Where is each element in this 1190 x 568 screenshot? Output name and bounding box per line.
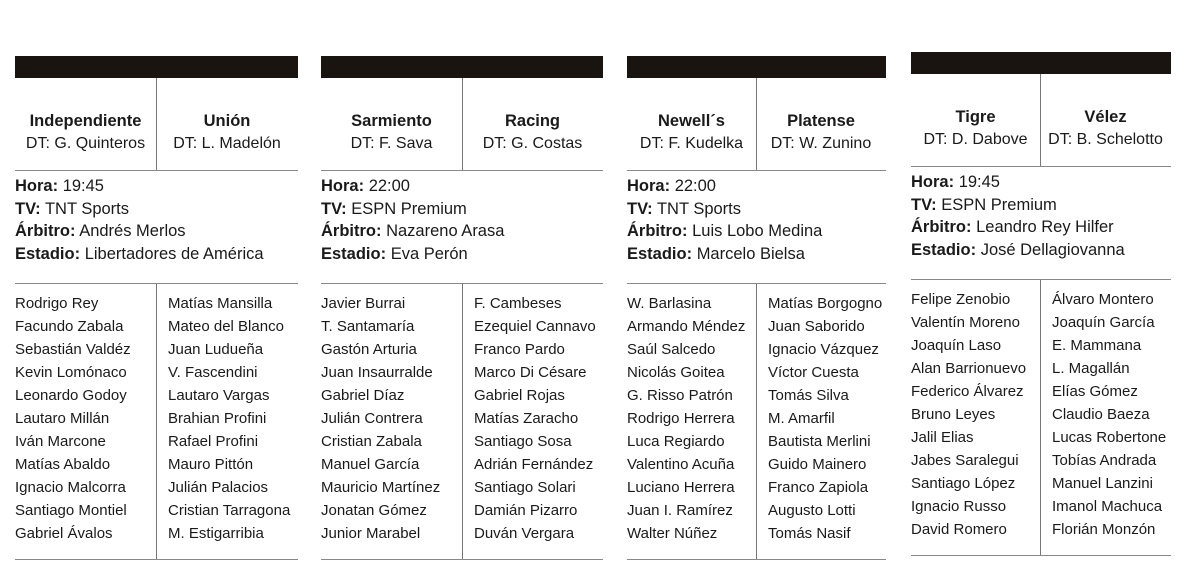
player-name: Juan Saborido: [768, 318, 865, 335]
match-info: [627, 171, 886, 283]
player-name: Santiago Montiel: [15, 502, 127, 519]
lineup-divider: [1040, 280, 1041, 555]
home-team-coach: DT: F. Kudelka: [639, 135, 744, 152]
player-name: David Romero: [911, 521, 1007, 538]
player-name: Rodrigo Herrera: [627, 410, 735, 427]
home-team-name: Sarmiento: [351, 112, 432, 130]
hora-label: Hora:: [321, 177, 365, 195]
away-team-coach: DT: G. Costas: [482, 135, 583, 152]
player-name: Jabes Saralegui: [911, 452, 1019, 469]
player-name: Ignacio Malcorra: [15, 479, 126, 496]
tv-value: TNT Sports: [44, 199, 130, 218]
player-name: W. Barlasina: [627, 295, 712, 312]
match-panel: [15, 56, 298, 560]
match-panel: [911, 52, 1171, 556]
player-name: Cristian Tarragona: [168, 502, 291, 519]
player-name: Joaquín Laso: [911, 337, 1002, 354]
player-name: Matías Mansilla: [168, 295, 273, 312]
player-name: Jalil Elias: [911, 429, 974, 446]
panel-header-bar: [627, 56, 886, 78]
estadio-label: Estadio:: [321, 244, 387, 263]
lineups: [15, 284, 298, 559]
player-name: Cristian Zabala: [321, 433, 422, 450]
estadio-line: [627, 243, 886, 266]
player-name: Rodrigo Rey: [15, 295, 99, 312]
estadio-value: Marcelo Bielsa: [696, 244, 805, 263]
player-name: Lucas Robertone: [1052, 429, 1167, 446]
hora-value: 19:45: [958, 173, 1000, 191]
player-name: Joaquín García: [1052, 314, 1155, 331]
player-name: Mauricio Martínez: [321, 479, 441, 496]
player-name: Javier Burrai: [321, 295, 406, 312]
player-name: Lautaro Millán: [15, 410, 110, 427]
player-name: Saúl Salcedo: [627, 341, 716, 358]
player-name: Iván Marcone: [15, 433, 106, 450]
player-name: Tomás Silva: [768, 387, 849, 404]
player-name: Santiago Sosa: [474, 433, 572, 450]
player-name: L. Magallán: [1052, 360, 1130, 377]
player-name: Manuel García: [321, 456, 420, 473]
player-name: Julián Palacios: [168, 479, 269, 496]
tv-line: [911, 194, 1171, 217]
hora-line: [321, 175, 603, 198]
away-lineup: [474, 292, 596, 545]
away-team-name: Unión: [203, 112, 251, 130]
hora-value: 19:45: [62, 177, 104, 195]
player-name: Florián Monzón: [1052, 521, 1156, 538]
lineups: [627, 284, 886, 559]
arbitro-label: Árbitro:: [321, 222, 382, 240]
match-info: [911, 167, 1171, 279]
away-lineup: [1052, 288, 1166, 541]
teams-row: [627, 78, 886, 170]
player-name: V. Fascendini: [168, 364, 258, 381]
tv-value: ESPN Premium: [351, 199, 467, 218]
arbitro-label: Árbitro:: [627, 222, 688, 240]
bottom-divider: [15, 559, 298, 560]
estadio-label: Estadio:: [911, 240, 977, 259]
player-name: Guido Mainero: [768, 456, 867, 473]
hora-line: [911, 171, 1171, 194]
player-name: Gastón Arturia: [321, 341, 417, 358]
tv-value: TNT Sports: [656, 199, 742, 218]
player-name: Sebastián Valdéz: [15, 341, 131, 358]
player-name: Matías Abaldo: [15, 456, 111, 473]
away-team-coach: DT: L. Madelón: [173, 135, 281, 152]
player-name: Julián Contrera: [321, 410, 423, 427]
player-name: Brahian Profini: [168, 410, 267, 427]
arbitro-value: Nazareno Arasa: [386, 222, 505, 240]
home-team-name: Independiente: [29, 112, 142, 130]
player-name: F. Cambeses: [474, 295, 562, 312]
arbitro-label: Árbitro:: [911, 218, 972, 236]
estadio-label: Estadio:: [15, 244, 81, 263]
away-team: [156, 78, 298, 170]
lineup-divider: [156, 284, 157, 559]
player-name: Federico Álvarez: [911, 383, 1024, 400]
player-name: Víctor Cuesta: [768, 364, 859, 381]
hora-line: [627, 175, 886, 198]
player-name: Rafael Profini: [168, 433, 259, 450]
tv-label: TV:: [15, 199, 41, 218]
home-team-name: Tigre: [955, 108, 996, 126]
home-team: [911, 74, 1040, 166]
tv-line: [321, 198, 603, 221]
panel-header-bar: [911, 52, 1171, 74]
player-name: Claudio Baeza: [1052, 406, 1150, 423]
player-name: Santiago López: [911, 475, 1016, 492]
player-name: Juan Ludueña: [168, 341, 264, 358]
player-name: Nicolás Goitea: [627, 364, 725, 381]
tv-label: TV:: [321, 199, 347, 218]
player-name: Tomás Nasif: [768, 525, 851, 542]
home-team: [627, 78, 756, 170]
arbitro-line: [321, 220, 603, 243]
match-panel: [321, 56, 603, 560]
player-name: G. Risso Patrón: [627, 387, 733, 404]
estadio-value: Libertadores de América: [84, 244, 264, 263]
player-name: Kevin Lomónaco: [15, 364, 127, 381]
player-name: Adrián Fernández: [474, 456, 594, 473]
home-lineup: [321, 292, 440, 545]
match-info: [321, 171, 603, 283]
panel-header-bar: [15, 56, 298, 78]
player-name: Junior Marabel: [321, 525, 421, 542]
away-lineup: [168, 292, 290, 545]
hora-label: Hora:: [627, 177, 671, 195]
tv-value: ESPN Premium: [941, 195, 1057, 214]
player-name: Mateo del Blanco: [168, 318, 284, 335]
arbitro-line: [627, 220, 886, 243]
bottom-divider: [321, 559, 603, 560]
tv-label: TV:: [627, 199, 653, 218]
lineup-divider: [462, 284, 463, 559]
home-team: [321, 78, 462, 170]
hora-value: 22:00: [674, 177, 716, 195]
player-name: Jonatan Gómez: [321, 502, 427, 519]
player-name: Damián Pizarro: [474, 502, 578, 519]
estadio-line: [15, 243, 298, 266]
hora-label: Hora:: [911, 173, 955, 191]
player-name: Matías Zaracho: [474, 410, 579, 427]
player-name: Álvaro Montero: [1052, 291, 1154, 308]
away-team-name: Vélez: [1084, 108, 1127, 126]
player-name: Walter Núñez: [627, 525, 718, 542]
estadio-value: José Dellagiovanna: [980, 240, 1125, 259]
player-name: Santiago Solari: [474, 479, 576, 496]
hora-label: Hora:: [15, 177, 59, 195]
player-name: Juan I. Ramírez: [627, 502, 733, 519]
panel-header-bar: [321, 56, 603, 78]
player-name: Duván Vergara: [474, 525, 575, 542]
player-name: Luciano Herrera: [627, 479, 735, 496]
player-name: Leonardo Godoy: [15, 387, 127, 404]
away-team: [462, 78, 603, 170]
teams-row: [15, 78, 298, 170]
estadio-label: Estadio:: [627, 244, 693, 263]
home-team-coach: DT: D. Dabove: [923, 131, 1028, 148]
player-name: Bautista Merlini: [768, 433, 871, 450]
estadio-line: [321, 243, 603, 266]
tv-line: [15, 198, 298, 221]
player-name: Valentín Moreno: [911, 314, 1020, 331]
player-name: Franco Zapiola: [768, 479, 869, 496]
arbitro-value: Luis Lobo Medina: [692, 222, 823, 240]
player-name: Ignacio Vázquez: [768, 341, 879, 358]
player-name: Lautaro Vargas: [168, 387, 270, 404]
lineups: [911, 280, 1171, 555]
player-name: M. Amarfil: [768, 410, 835, 427]
player-name: Manuel Lanzini: [1052, 475, 1153, 492]
teams-row: [321, 78, 603, 170]
lineup-divider: [756, 284, 757, 559]
estadio-value: Eva Perón: [390, 244, 468, 263]
player-name: Armando Méndez: [627, 318, 746, 335]
arbitro-line: [911, 216, 1171, 239]
bottom-divider: [627, 559, 886, 560]
player-name: T. Santamaría: [321, 318, 415, 335]
away-lineup: [768, 292, 882, 545]
player-name: Gabriel Ávalos: [15, 525, 113, 542]
away-team-coach: DT: B. Schelotto: [1048, 131, 1163, 148]
hora-value: 22:00: [368, 177, 410, 195]
arbitro-value: Leandro Rey Hilfer: [976, 218, 1114, 236]
player-name: Valentino Acuña: [627, 456, 735, 473]
arbitro-line: [15, 220, 298, 243]
away-team: [756, 78, 886, 170]
player-name: Bruno Leyes: [911, 406, 996, 423]
lineups: [321, 284, 603, 559]
player-name: Mauro Pittón: [168, 456, 254, 473]
player-name: Elías Gómez: [1052, 383, 1138, 400]
player-name: Gabriel Rojas: [474, 387, 565, 404]
player-name: Tobías Andrada: [1052, 452, 1157, 469]
player-name: Franco Pardo: [474, 341, 565, 358]
match-info: [15, 171, 298, 283]
player-name: E. Mammana: [1052, 337, 1142, 354]
estadio-line: [911, 239, 1171, 262]
player-name: Juan Insaurralde: [321, 364, 433, 381]
player-name: Matías Borgogno: [768, 295, 883, 312]
player-name: Imanol Machuca: [1052, 498, 1163, 515]
home-team-name: Newell´s: [658, 112, 725, 130]
player-name: Facundo Zabala: [15, 318, 124, 335]
home-lineup: [15, 292, 131, 545]
home-team: [15, 78, 156, 170]
player-name: Marco Di Césare: [474, 364, 587, 381]
teams-row: [911, 74, 1171, 166]
home-team-coach: DT: G. Quinteros: [25, 135, 146, 152]
player-name: Ignacio Russo: [911, 498, 1007, 515]
arbitro-label: Árbitro:: [15, 222, 76, 240]
player-name: Alan Barrionuevo: [911, 360, 1027, 377]
bottom-divider: [911, 555, 1171, 556]
away-team-name: Platense: [787, 112, 855, 130]
away-team-name: Racing: [504, 112, 560, 130]
tv-line: [627, 198, 886, 221]
home-team-coach: DT: F. Sava: [350, 135, 433, 152]
away-team-coach: DT: W. Zunino: [770, 135, 872, 152]
home-lineup: [627, 292, 745, 545]
player-name: Luca Regiardo: [627, 433, 725, 450]
match-panel: [627, 56, 886, 560]
tv-label: TV:: [911, 195, 937, 214]
player-name: Ezequiel Cannavo: [474, 318, 596, 335]
player-name: Felipe Zenobio: [911, 291, 1011, 308]
player-name: Gabriel Díaz: [321, 387, 405, 404]
away-team: [1040, 74, 1171, 166]
player-name: Augusto Lotti: [768, 502, 856, 519]
arbitro-value: Andrés Merlos: [79, 222, 186, 240]
hora-line: [15, 175, 298, 198]
home-lineup: [911, 288, 1026, 541]
player-name: M. Estigarribia: [168, 525, 264, 542]
